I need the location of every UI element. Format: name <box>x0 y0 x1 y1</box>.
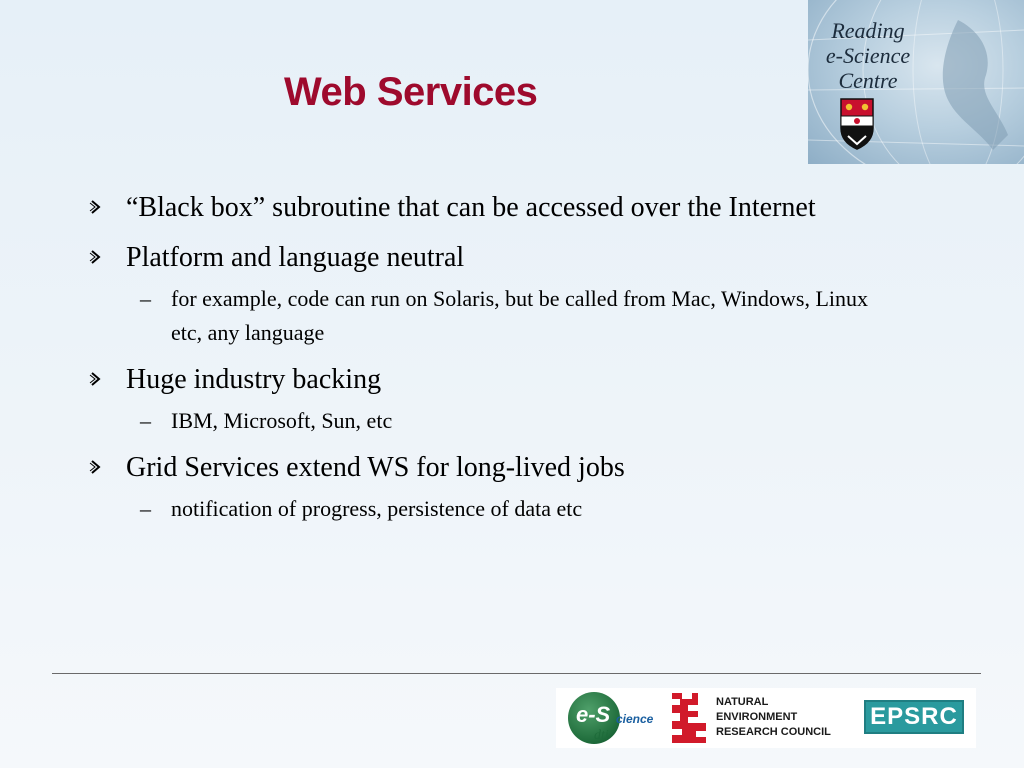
epsrc-logo: EPSRC <box>864 700 964 734</box>
dash-bullet-icon: – <box>140 286 151 311</box>
dash-bullet-icon: – <box>140 496 151 521</box>
bullet-item <box>86 448 886 488</box>
slide-title: Web Services <box>284 70 538 114</box>
university-crest-icon <box>840 98 874 150</box>
bullet-list <box>86 188 886 526</box>
nerc-logo-icon <box>668 691 710 745</box>
logo-line-3: Centre <box>838 68 898 93</box>
logo-line-2: e-Science <box>825 43 911 68</box>
bullet-text: Grid Services extend WS for long-lived jobs <box>126 452 625 483</box>
nerc-line-3: RESEARCH COUNCIL <box>716 726 831 738</box>
escience-dti: dti <box>594 728 609 743</box>
logo-text <box>812 18 924 93</box>
bullet-text: “Black box” subroutine that can be accessed over the Internet <box>126 192 816 223</box>
bullet-text: Platform and language neutral <box>126 242 465 273</box>
footer-divider <box>52 673 981 674</box>
sponsor-logos <box>556 688 976 748</box>
arrow-bullet-icon <box>89 199 103 215</box>
nerc-name <box>716 695 831 740</box>
arrow-bullet-icon <box>89 459 103 475</box>
bullet-item <box>86 238 886 278</box>
sub-bullet-text: notification of progress, persistence of data etc <box>171 496 583 521</box>
escience-word: cience <box>616 712 654 726</box>
logo-line-1: Reading <box>831 18 905 43</box>
bullet-item <box>86 188 886 228</box>
sub-bullet-text: for example, code can run on Solaris, but be called from Mac, Windows, Linux etc, any language <box>171 286 869 345</box>
sub-bullet-item <box>86 492 891 526</box>
arrow-bullet-icon <box>89 249 103 265</box>
arrow-bullet-icon <box>89 371 103 387</box>
sub-bullet-item <box>86 404 891 438</box>
sub-bullet-item <box>86 282 891 350</box>
escience-mark: e-S <box>576 702 611 727</box>
sub-bullet-text: IBM, Microsoft, Sun, etc <box>171 408 393 433</box>
reading-escience-logo <box>808 0 1024 164</box>
bullet-item <box>86 360 886 400</box>
bullet-text: Huge industry backing <box>126 364 382 395</box>
dash-bullet-icon: – <box>140 408 151 433</box>
nerc-line-1: NATURAL <box>716 696 769 708</box>
nerc-line-2: ENVIRONMENT <box>716 711 798 723</box>
